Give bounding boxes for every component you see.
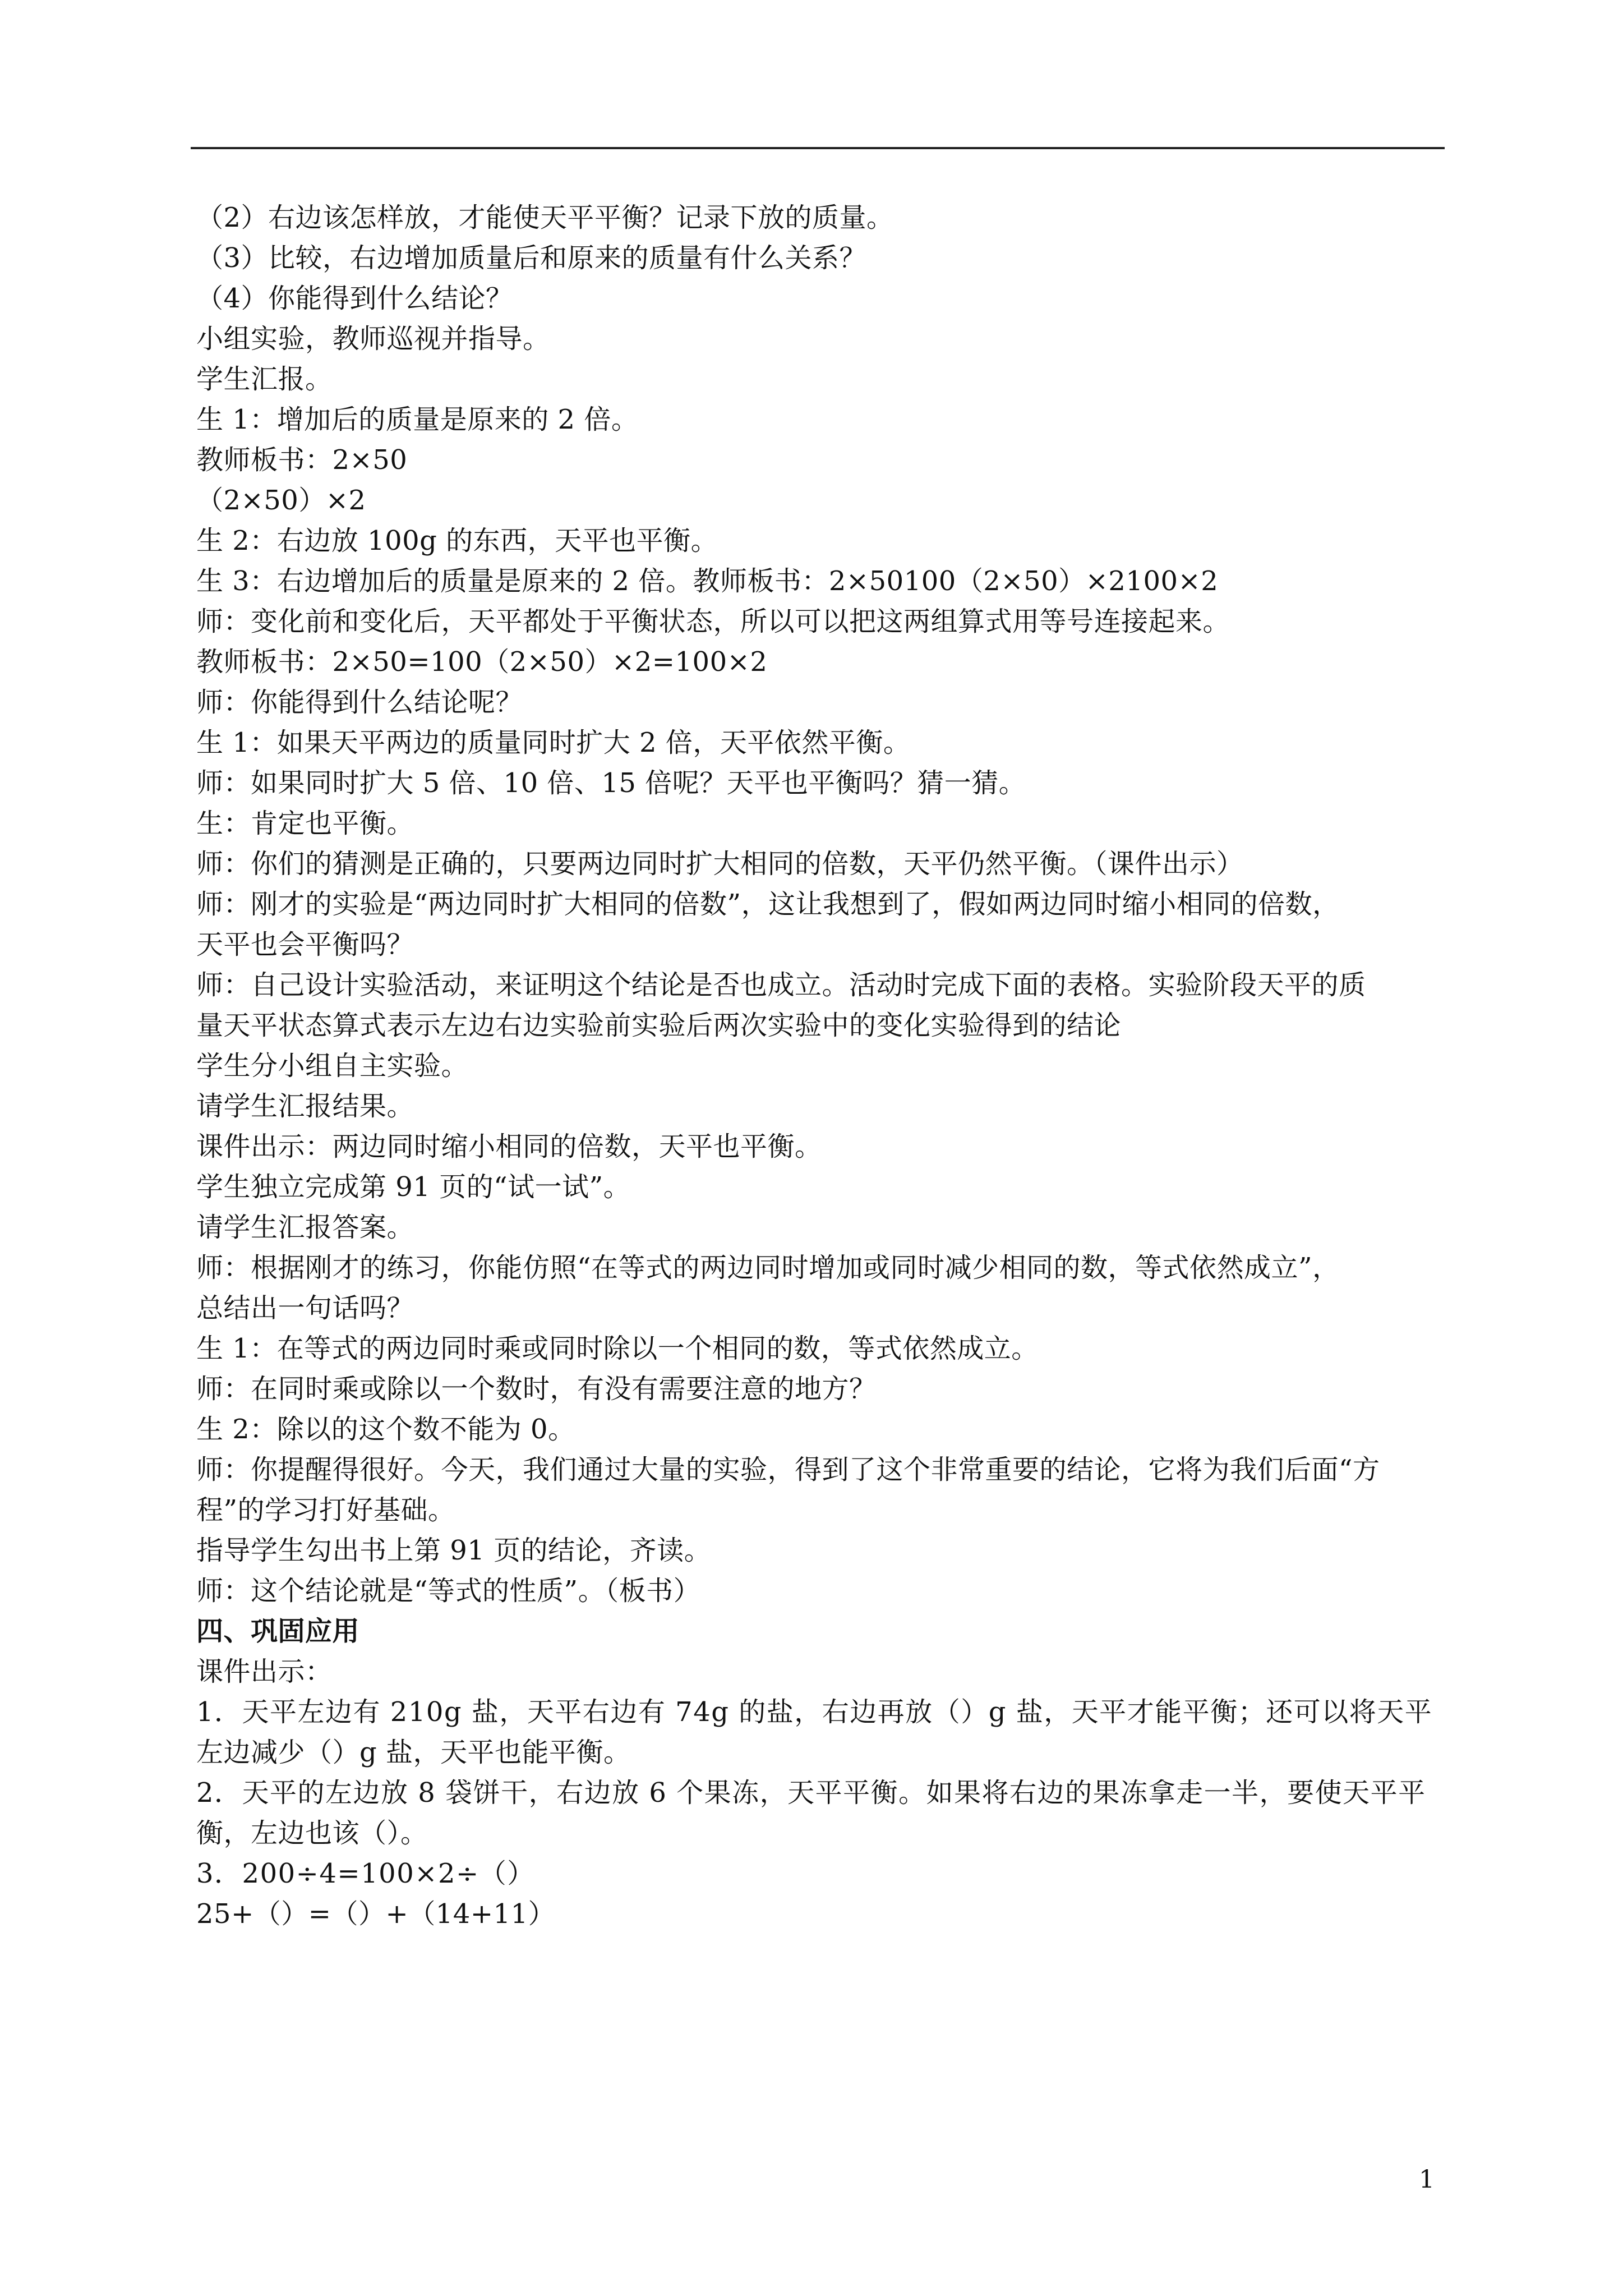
text-line: 学生分小组自主实验。: [196, 1050, 469, 1082]
header-rule: [191, 147, 1445, 149]
exercise-line: 1．天平左边有 210g 盐，天平右边有 74g 的盐，右边再放（）g 盐，天平才能平衡；还可以将天平: [196, 1696, 1433, 1728]
text-line: 小组实验，教师巡视并指导。: [196, 323, 550, 355]
text-line: 请学生汇报结果。: [196, 1091, 414, 1122]
text-line: 请学生汇报答案。: [196, 1212, 414, 1243]
text-line: 生 3：右边增加后的质量是原来的 2 倍。教师板书：2×50100（2×50）×2100×2: [196, 565, 1219, 597]
text-line: 左边减少（）g 盐，天平也能平衡。: [196, 1737, 631, 1768]
text-line: 师：这个结论就是“等式的性质”。（板书）: [196, 1575, 701, 1607]
exercise-line: 3．200÷4=100×2÷（）: [196, 1858, 535, 1889]
text-line: （2）右边该怎样放，才能使天平平衡？记录下放的质量。: [196, 202, 894, 233]
text-line: 量天平状态算式表示左边右边实验前实验后两次实验中的变化实验得到的结论: [196, 1010, 1122, 1041]
text-line: 师：你们的猜测是正确的，只要两边同时扩大相同的倍数，天平仍然平衡。（课件出示）: [196, 848, 1244, 880]
text-line: （4）你能得到什么结论？: [196, 283, 513, 314]
text-line: 总结出一句话吗？: [196, 1292, 414, 1324]
text-line: 师：自己设计实验活动，来证明这个结论是否也成立。活动时完成下面的表格。实验阶段天平的质: [196, 969, 1366, 1001]
section-heading: 四、巩固应用: [196, 1616, 360, 1647]
document-body: [196, 197, 1447, 1934]
text-line: 生 2：除以的这个数不能为 0。: [196, 1414, 575, 1445]
text-line: 师：如果同时扩大 5 倍、10 倍、15 倍呢？天平也平衡吗？猜一猜。: [196, 767, 1026, 799]
text-line: 师：刚才的实验是“两边同时扩大相同的倍数”，这让我想到了，假如两边同时缩小相同的倍数，: [196, 889, 1340, 920]
text-line: 教师板书：2×50=100（2×50）×2=100×2: [196, 646, 768, 678]
text-line: 师：在同时乘或除以一个数时，有没有需要注意的地方？: [196, 1373, 877, 1405]
text-line: 师：根据刚才的练习，你能仿照“在等式的两边同时增加或同时减少相同的数，等式依然成立”，: [196, 1252, 1340, 1283]
exercise-line: 2．天平的左边放 8 袋饼干，右边放 6 个果冻，天平平衡。如果将右边的果冻拿走一半，要使天平平: [196, 1777, 1426, 1809]
text-line: 师：变化前和变化后，天平都处于平衡状态，所以可以把这两组算式用等号连接起来。: [196, 606, 1230, 637]
text-line: 指导学生勾出书上第 91 页的结论，齐读。: [196, 1535, 712, 1566]
text-line: 师：你能得到什么结论呢？: [196, 687, 523, 718]
text-line: 衡，左边也该（）。: [196, 1818, 428, 1849]
text-line: 课件出示：两边同时缩小相同的倍数，天平也平衡。: [196, 1131, 822, 1162]
page-number: 1: [1419, 2165, 1435, 2194]
text-line: 学生独立完成第 91 页的“试一试”。: [196, 1171, 631, 1203]
text-line: 生 1：在等式的两边同时乘或同时除以一个相同的数，等式依然成立。: [196, 1333, 1039, 1364]
text-line: 课件出示：: [196, 1656, 333, 1687]
text-line: 教师板书：2×50: [196, 444, 408, 476]
text-line: 学生汇报。: [196, 364, 333, 395]
text-line: （3）比较，右边增加质量后和原来的质量有什么关系？: [196, 242, 867, 274]
text-line: 25+（）=（）+（14+11）: [196, 1898, 556, 1930]
text-line: （2×50）×2: [196, 485, 366, 516]
text-line: 生 1：增加后的质量是原来的 2 倍。: [196, 404, 639, 435]
text-line: 生 2：右边放 100g 的东西，天平也平衡。: [196, 525, 718, 556]
text-line: 程”的学习打好基础。: [196, 1494, 455, 1526]
text-line: 师：你提醒得很好。今天，我们通过大量的实验，得到了这个非常重要的结论，它将为我们后面“方: [196, 1454, 1380, 1485]
text-line: 生 1：如果天平两边的质量同时扩大 2 倍，天平依然平衡。: [196, 727, 911, 758]
text-line: 天平也会平衡吗？: [196, 929, 414, 960]
text-line: 生：肯定也平衡。: [196, 808, 414, 839]
